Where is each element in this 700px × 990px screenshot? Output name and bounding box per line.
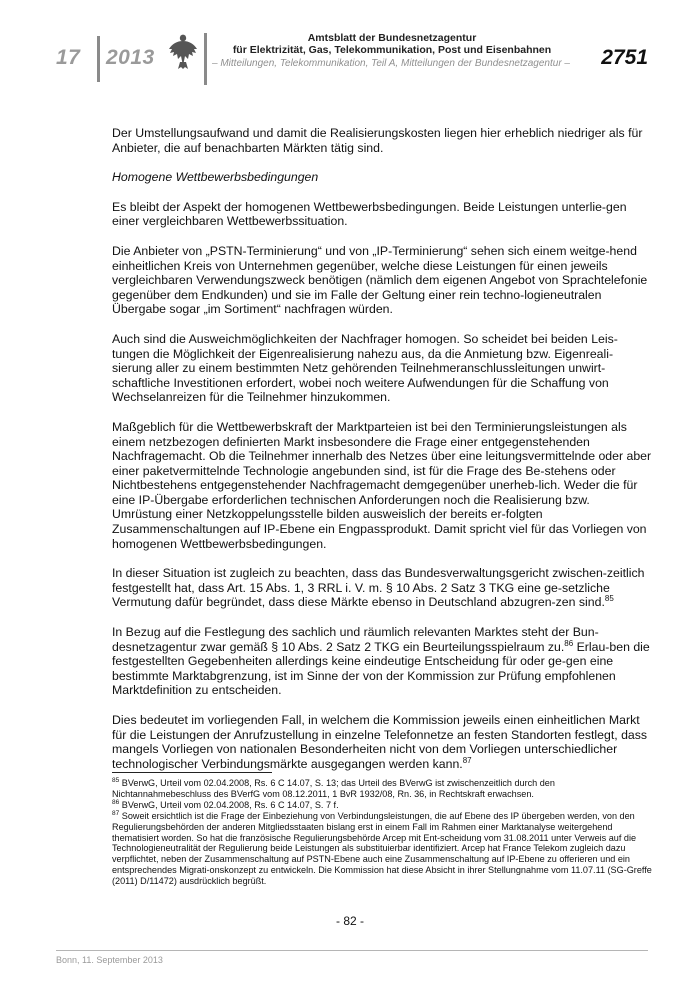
issue-year: 2013 xyxy=(106,46,155,69)
footnote-text: BVerwG, Urteil vom 02.04.2008, Rs. 6 C 14.07, S. 13; das Urteil des BVerwG ist zwischenzeitlich durch den Nichtannahmebeschluss des BVerfG vom 08.12.2011, 1 BvR 1932/08, Rn. 36, in Rechtskraft erwachsen. xyxy=(112,778,555,799)
paragraph xyxy=(112,625,652,698)
footnote-ref[interactable]: 86 xyxy=(564,638,574,648)
publication-title-line2: für Elektrizität, Gas, Telekommunikation, Post und Eisenbahnen xyxy=(232,44,552,56)
paragraph xyxy=(112,566,652,610)
paragraph: Der Umstellungsaufwand und damit die Realisierungskosten liegen hier erheblich niedriger als für Anbieter, die auf benachbarten Märkten tätig sind. xyxy=(112,126,643,155)
footnote-text: BVerwG, Urteil vom 02.04.2008, Rs. 6 C 14.07, S. 7 f. xyxy=(119,799,339,810)
section-subheading: Homogene Wettbewerbsbedingungen xyxy=(112,170,319,185)
footnote-separator xyxy=(112,772,272,773)
paragraph-text: Dies bedeutet im vorliegenden Fall, in welchem die Kommission jeweils einen einheitlichen Markt für die Leistungen der Anrufzustellung in einzelne Telefonnetze an festen Standorten festlegt, dass mangels Vorliegen von nationalen Besonderheiten nicht von dem Vorliegen unterschiedlicher technologischer Verbindungsmärkte ausgegangen werden kann. xyxy=(112,713,648,771)
footnote-text: Soweit ersichtlich ist die Frage der Einbeziehung von Verbindungsleistungen, die auf Ebene des IP übergeben werden, von den Regulierungsbehörden der anderen Mitgliedsstaaten bislang erst in einem Fall im Rahmen einer Marktanalyse weitergehend thematisiert worden. So hat die französische Regulierungsbehörde Arcep mit Ent-scheidung vom 31.08.2011 unter Verweis auf die Technologieneutralität der Regulierung beide Leistungen als substituierbar identifiziert. Arcep hat France Telekom zugleich dazu verpflichtet, neben der Zusammenschaltung auf PSTN-Ebene auch eine Zusammenschaltung auf IP-Ebene zu offerieren und ein entsprechendes Migrati-onskonzept zu entwickeln. Die Kommission hat diese Absicht in ihrer Stellungnahme vom 11.07.11 (SG-Greffe (2011) D/11472) ausdrücklich begrüßt. xyxy=(112,810,652,887)
paragraph: Auch sind die Ausweichmöglichkeiten der Nachfrager homogen. So scheidet bei beiden Leis-tungen die Möglichkeit der Eigenrealisierung nahezu aus, da die Anmietung bzw. Eigenreali-sierung aller zu einem bestimmten Netz gehörenden Teilnehmeranschlussleitungen unwirt-schaftliche Investitionen erfordert, wobei noch weitere Aufwendungen für die Schaffung von Wechselanreizen für die Teilnehmer hinzukommen. xyxy=(112,331,618,405)
footer-divider xyxy=(56,950,648,951)
paragraph-text: Erlau-ben die festgestellten Gegebenheiten allerdings keine eindeutige Entscheidung für oder ge-gen eine bestimmte Marktabgrenzung, ist im Sinne der von der Kommission zur Prüfung empfohlenen Marktdefinition zu entscheiden. xyxy=(112,639,650,698)
footnote-ref[interactable]: 87 xyxy=(462,755,472,765)
publication-title: Amtsblatt der Bundesnetzagentur xyxy=(307,32,477,44)
paragraph: Die Anbieter von „PSTN-Terminierung“ und von „IP-Terminierung“ sehen sich einem weitge-hend einheitlichen Kreis von Unternehmen gegenüber, welche diese Leistungen für einen jeweils vergleichbaren Verwendungszweck benötigen (nämlich dem eigenen Angebot von Sprachtelefonie gegenüber dem Endkunden) und sie im Falle der Geltung einer rein techno-logieneutralen Übergabe sogar „im Sortiment“ nachfragen würden. xyxy=(112,243,648,317)
header-divider xyxy=(97,36,100,82)
footnote xyxy=(112,811,652,887)
issue-number: 17 xyxy=(56,46,81,69)
page-marker: - 82 - xyxy=(335,914,364,928)
paragraph-text: In dieser Situation ist zugleich zu beachten, dass das Bundesverwaltungsgericht zwischen-zeitlich festgestellt hat, dass Art. 15 Abs. 1, 3 RRL i. V. m. § 10 Abs. 2 Satz 3 TKG eine ge-setzliche Vermutung dafür begründet, dass diese Märkte ebenso in Deutschland abzugren-zen sind. xyxy=(112,566,645,610)
footnote-ref[interactable]: 85 xyxy=(604,594,614,604)
footnote-number: 87 xyxy=(112,809,120,817)
footnotes xyxy=(112,778,652,887)
paragraph-text: In Bezug auf die Festlegung des sachlich und räumlich relevanten Marktes steht der Bun-desnetzagentur zwar gemäß § 10 Abs. 2 Satz 2 TKG ein Beurteilungsspielraum zu. xyxy=(112,625,599,654)
paragraph: Es bleibt der Aspekt der homogenen Wettbewerbsbedingungen. Beide Leistungen unterlie-gen einer vergleichbaren Wettbewerbssituation. xyxy=(112,199,627,229)
paragraph: Maßgeblich für die Wettbewerbskraft der Marktparteien ist bei den Terminierungsleistungen als einem netzbezogen definierten Markt insbesondere die Frage einer entgegenstehenden Nachfragemacht. Ob die Teilnehmer innerhalb des Netzes über eine leitungsvermittelnde oder aber einer paketvermittelnde Technologie angebunden sind, ist für die Frage des Be-stehens oder Nichtbestehens entgegenstehender Nachfragemacht demgegenüber unerheb-lich. Weder die für eine IP-Übergabe erforderlichen technischen Anforderungen noch die Realisierung bzw. Umrüstung einer Netzkoppelungsstelle bilden ausweislich der bereits er-folgten Zusammenschaltungen auf IP-Ebene ein Engpassprodukt. Damit spricht viel für das Vorliegen von homogenen Wettbewerbsbedingungen. xyxy=(112,419,652,551)
footer-date: Bonn, 11. September 2013 xyxy=(56,955,163,965)
document-body xyxy=(112,126,652,786)
header-divider-right xyxy=(204,33,207,85)
page-number: 2751 xyxy=(601,46,648,69)
federal-eagle-icon xyxy=(168,32,198,70)
section-subtitle: – Mitteilungen, Telekommunikation, Teil A, Mitteilungen der Bundesnetzagentur – xyxy=(212,58,570,69)
footnote-number: 85 xyxy=(112,776,120,784)
footnote-number: 86 xyxy=(112,798,120,806)
footnote xyxy=(112,800,652,811)
paragraph xyxy=(112,713,652,771)
footnote xyxy=(112,778,652,800)
